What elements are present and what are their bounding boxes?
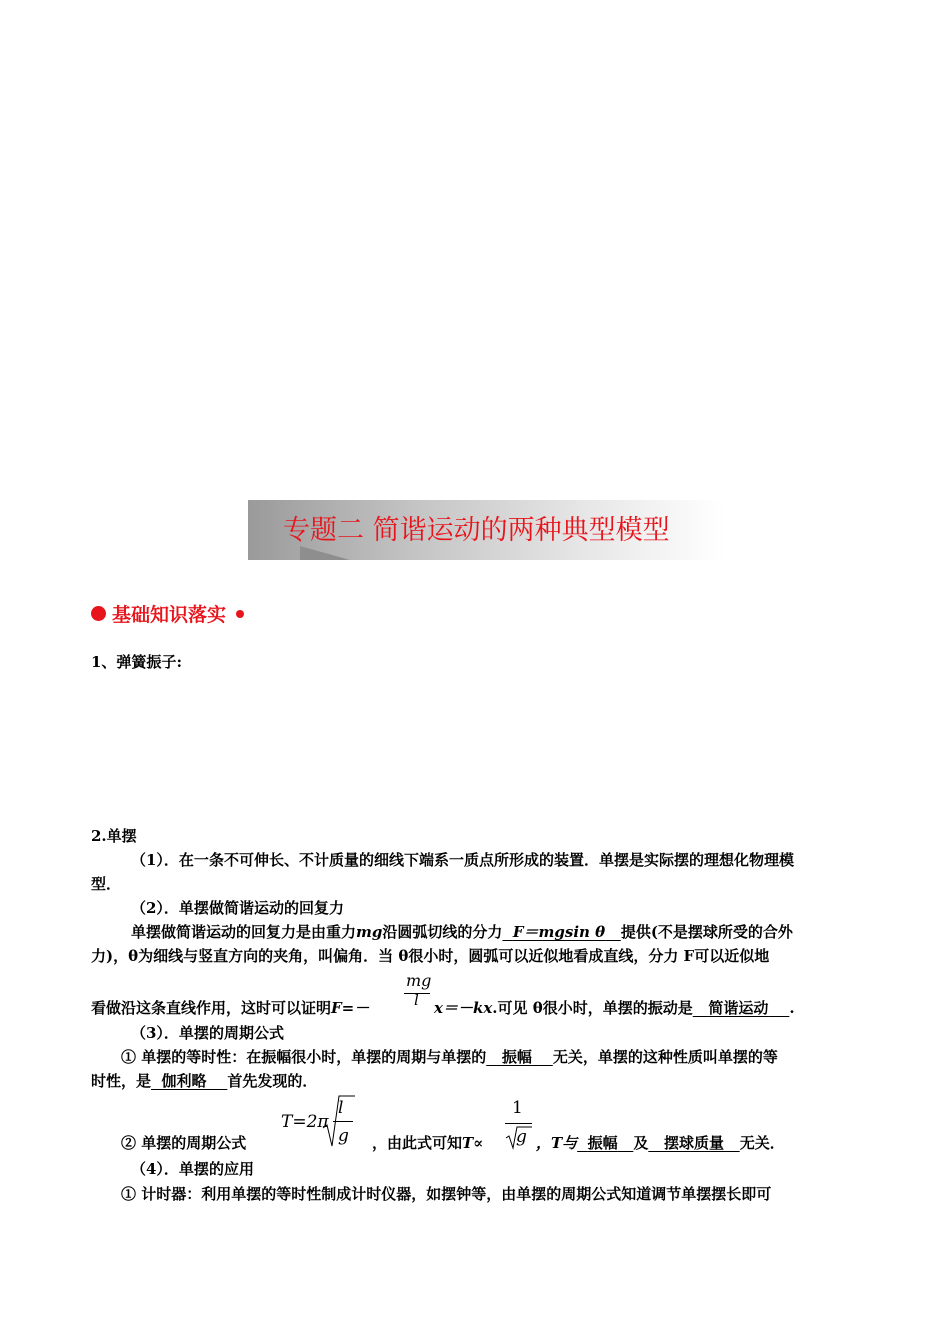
math-T: T∝ [462, 1134, 484, 1152]
text-span: 沿圆弧切线的分力 [382, 923, 503, 941]
subheading: （2）．单摆做简谐运动的回复力 [131, 899, 344, 917]
item2-heading: 2.单摆 [91, 827, 137, 845]
paragraph-line: 力)，θ为细线与竖直方向的夹角，叫偏角．当 θ很小时，圆弧可以近似地看成直线，分力 F可以近似地 [91, 947, 770, 965]
answer-blank [502, 923, 620, 941]
section-heading [91, 600, 244, 627]
answer-blank [648, 1134, 739, 1152]
paragraph-line [536, 1133, 785, 1153]
paragraph-line [91, 1071, 317, 1091]
banner-shadow-tail [300, 546, 350, 560]
text-span: 首先发现的． [227, 1072, 318, 1090]
answer-text: 振幅 [587, 1134, 618, 1152]
text-span: 提供(不是摆球所受的合外 [620, 923, 793, 941]
text-span: 及 [633, 1134, 649, 1152]
paragraph-line [131, 922, 793, 942]
paragraph-line: ② 单摆的周期公式 [121, 1134, 247, 1152]
section-heading-text: 基础知识落实 [112, 604, 227, 626]
paragraph-line: ① 计时器：利用单摆的等时性制成计时仪器，如摆钟等，由单摆的周期公式知道调节单摆摆长即可 [121, 1185, 772, 1203]
text-span: 无关． [739, 1134, 785, 1152]
text-span: 看做沿这条直线作用，这时可以证明 [91, 999, 332, 1017]
text-span: ，由此式可知 [372, 1134, 463, 1152]
answer-text: 摆球质量 [664, 1134, 725, 1152]
formula-T: T=2π [281, 1112, 329, 1132]
paragraph-line [121, 1047, 778, 1067]
paragraph-line: 型． [91, 875, 122, 893]
answer-blank [577, 1134, 633, 1152]
answer-text: 振幅 [501, 1048, 532, 1066]
fraction-bar [505, 1123, 532, 1124]
paragraph-line [372, 1133, 483, 1153]
math-kx: x＝－kx [434, 999, 493, 1017]
text-span: . [789, 999, 795, 1017]
subheading: （4）．单摆的应用 [131, 1160, 254, 1178]
answer-text: 伽利略 [161, 1072, 207, 1090]
formula-numerator: l [338, 1098, 344, 1118]
answer-blank [486, 1048, 553, 1066]
paragraph-line [91, 998, 369, 1018]
document-title: 专题二 简谐运动的两种典型模型 [283, 515, 670, 546]
math-F: F=－ [331, 999, 370, 1017]
text-span: 单摆做简谐运动的回复力是由重力 [131, 923, 357, 941]
answer-text: 简谐运动 [708, 999, 769, 1017]
math-mg: mg [356, 923, 383, 941]
prop-numerator: 1 [512, 1098, 523, 1118]
bullet-dot-icon [236, 610, 244, 618]
answer-blank [151, 1072, 227, 1090]
paragraph-line: （1）．在一条不可伸长、不计质量的细线下端系一质点所形成的装置．单摆是实际摆的理想化物理模 [131, 851, 794, 869]
text-span: 时性，是 [91, 1072, 152, 1090]
answer-text: F＝mgsin θ [512, 923, 606, 941]
text-span: .可见 θ很小时，单摆的振动是 [492, 999, 693, 1017]
answer-blank [693, 999, 790, 1017]
text-span: 无关，单摆的这种性质叫单摆的等 [552, 1048, 778, 1066]
prop-denominator: g [516, 1127, 527, 1147]
paragraph-line [434, 998, 795, 1018]
bullet-dot-icon [91, 606, 106, 621]
formula-denominator: g [338, 1126, 349, 1146]
item1-heading: 1、弹簧振子: [91, 653, 182, 671]
text-span: ，T与 [536, 1134, 578, 1152]
fraction-bar [333, 1121, 353, 1122]
text-span: ① 单摆的等时性：在振幅很小时，单摆的周期与单摆的 [121, 1048, 487, 1066]
fraction-denominator: l [414, 991, 419, 1009]
subheading: （3）．单摆的周期公式 [131, 1024, 284, 1042]
fraction-numerator: mg [406, 971, 432, 990]
